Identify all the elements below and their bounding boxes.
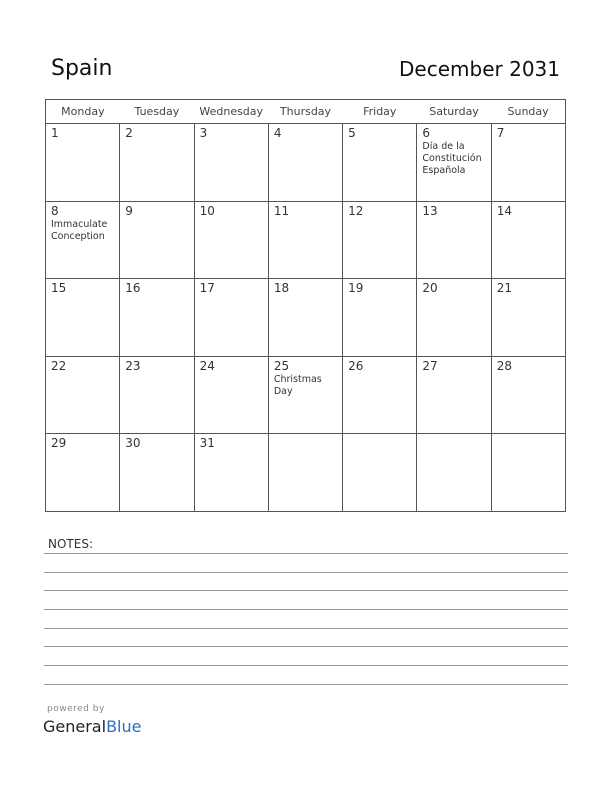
day-cell (417, 124, 491, 202)
day-number: 23 (125, 358, 141, 373)
weekday-header: Sunday (491, 100, 565, 124)
day-cell (268, 279, 342, 357)
day-cell (120, 434, 194, 512)
day-cell (491, 434, 565, 512)
holiday-label: Immaculate Conception (51, 218, 108, 242)
day-cell (268, 201, 342, 279)
day-cell (120, 279, 194, 357)
note-line (44, 684, 568, 685)
day-number: 6 (422, 126, 431, 140)
day-cell (46, 124, 120, 202)
day-number: 27 (422, 358, 438, 373)
day-number: 15 (51, 281, 67, 296)
day-number: 24 (199, 358, 215, 373)
day-cell (491, 279, 565, 357)
day-cell (194, 356, 268, 434)
day-number: 22 (51, 358, 67, 373)
day-cell (120, 124, 194, 202)
note-line (44, 646, 568, 647)
day-number: 11 (273, 203, 290, 218)
day-cell (343, 279, 417, 357)
note-line (44, 590, 568, 591)
day-cell (194, 434, 268, 512)
day-cell (417, 201, 491, 279)
day-number: 1 (51, 126, 59, 140)
day-cell (46, 201, 120, 279)
day-number: 30 (125, 436, 141, 451)
weekday-header: Monday (46, 100, 120, 124)
day-number: 8 (51, 203, 59, 218)
day-number: 31 (199, 436, 215, 451)
day-cell (343, 124, 417, 202)
powered-by-text: powered by (47, 704, 105, 714)
country-title: Spain (51, 56, 113, 81)
day-cell (120, 201, 194, 279)
day-number: 7 (496, 126, 505, 140)
week-row (46, 434, 566, 512)
day-number: 9 (125, 203, 133, 218)
day-number: 28 (496, 358, 512, 373)
day-number: 29 (51, 436, 67, 451)
note-line (44, 553, 568, 554)
week-row (46, 124, 566, 202)
weekday-header: Saturday (417, 100, 491, 124)
day-number: 12 (348, 203, 364, 218)
day-cell (120, 356, 194, 434)
brand-logo (43, 717, 141, 736)
day-cell (268, 356, 342, 434)
week-row (46, 201, 566, 279)
day-number: 13 (422, 203, 438, 218)
day-cell (194, 201, 268, 279)
day-cell (491, 201, 565, 279)
holiday-label: Christmas Day (273, 373, 322, 397)
day-number: 4 (273, 126, 282, 140)
month-title: December 2031 (399, 57, 560, 81)
day-cell (343, 201, 417, 279)
day-cell (46, 434, 120, 512)
day-number: 26 (348, 358, 364, 373)
week-row (46, 356, 566, 434)
weekday-header: Wednesday (194, 100, 268, 124)
calendar-grid (45, 99, 566, 512)
day-cell (46, 356, 120, 434)
note-line (44, 572, 568, 573)
day-cell (417, 279, 491, 357)
weekday-header: Tuesday (120, 100, 194, 124)
holiday-label: Día de la Constitución Española (422, 141, 482, 176)
notes-label: NOTES: (48, 537, 93, 551)
day-number: 17 (199, 281, 215, 296)
day-cell (268, 434, 342, 512)
day-number: 10 (199, 203, 215, 218)
note-line (44, 609, 568, 610)
note-line (44, 665, 568, 666)
weekday-header: Friday (343, 100, 417, 124)
day-cell (417, 356, 491, 434)
day-cell (194, 124, 268, 202)
day-number: 5 (348, 126, 356, 140)
day-number: 2 (125, 126, 133, 140)
brand-part-blue: Blue (106, 717, 142, 736)
day-cell (417, 434, 491, 512)
day-cell (491, 356, 565, 434)
day-number: 21 (496, 281, 512, 296)
weekday-header: Thursday (268, 100, 342, 124)
day-cell (268, 124, 342, 202)
week-row (46, 279, 566, 357)
day-number: 3 (199, 126, 208, 140)
weekday-header-row (46, 100, 566, 124)
day-cell (491, 124, 565, 202)
day-number: 20 (422, 281, 438, 296)
day-number: 14 (496, 203, 512, 218)
day-cell (343, 356, 417, 434)
day-number: 19 (348, 281, 364, 296)
day-cell (46, 279, 120, 357)
day-number: 16 (125, 281, 141, 296)
day-number: 18 (273, 281, 290, 296)
brand-part-general: General (43, 717, 107, 736)
day-number: 25 (273, 358, 290, 373)
note-line (44, 628, 568, 629)
day-cell (194, 279, 268, 357)
day-cell (343, 434, 417, 512)
